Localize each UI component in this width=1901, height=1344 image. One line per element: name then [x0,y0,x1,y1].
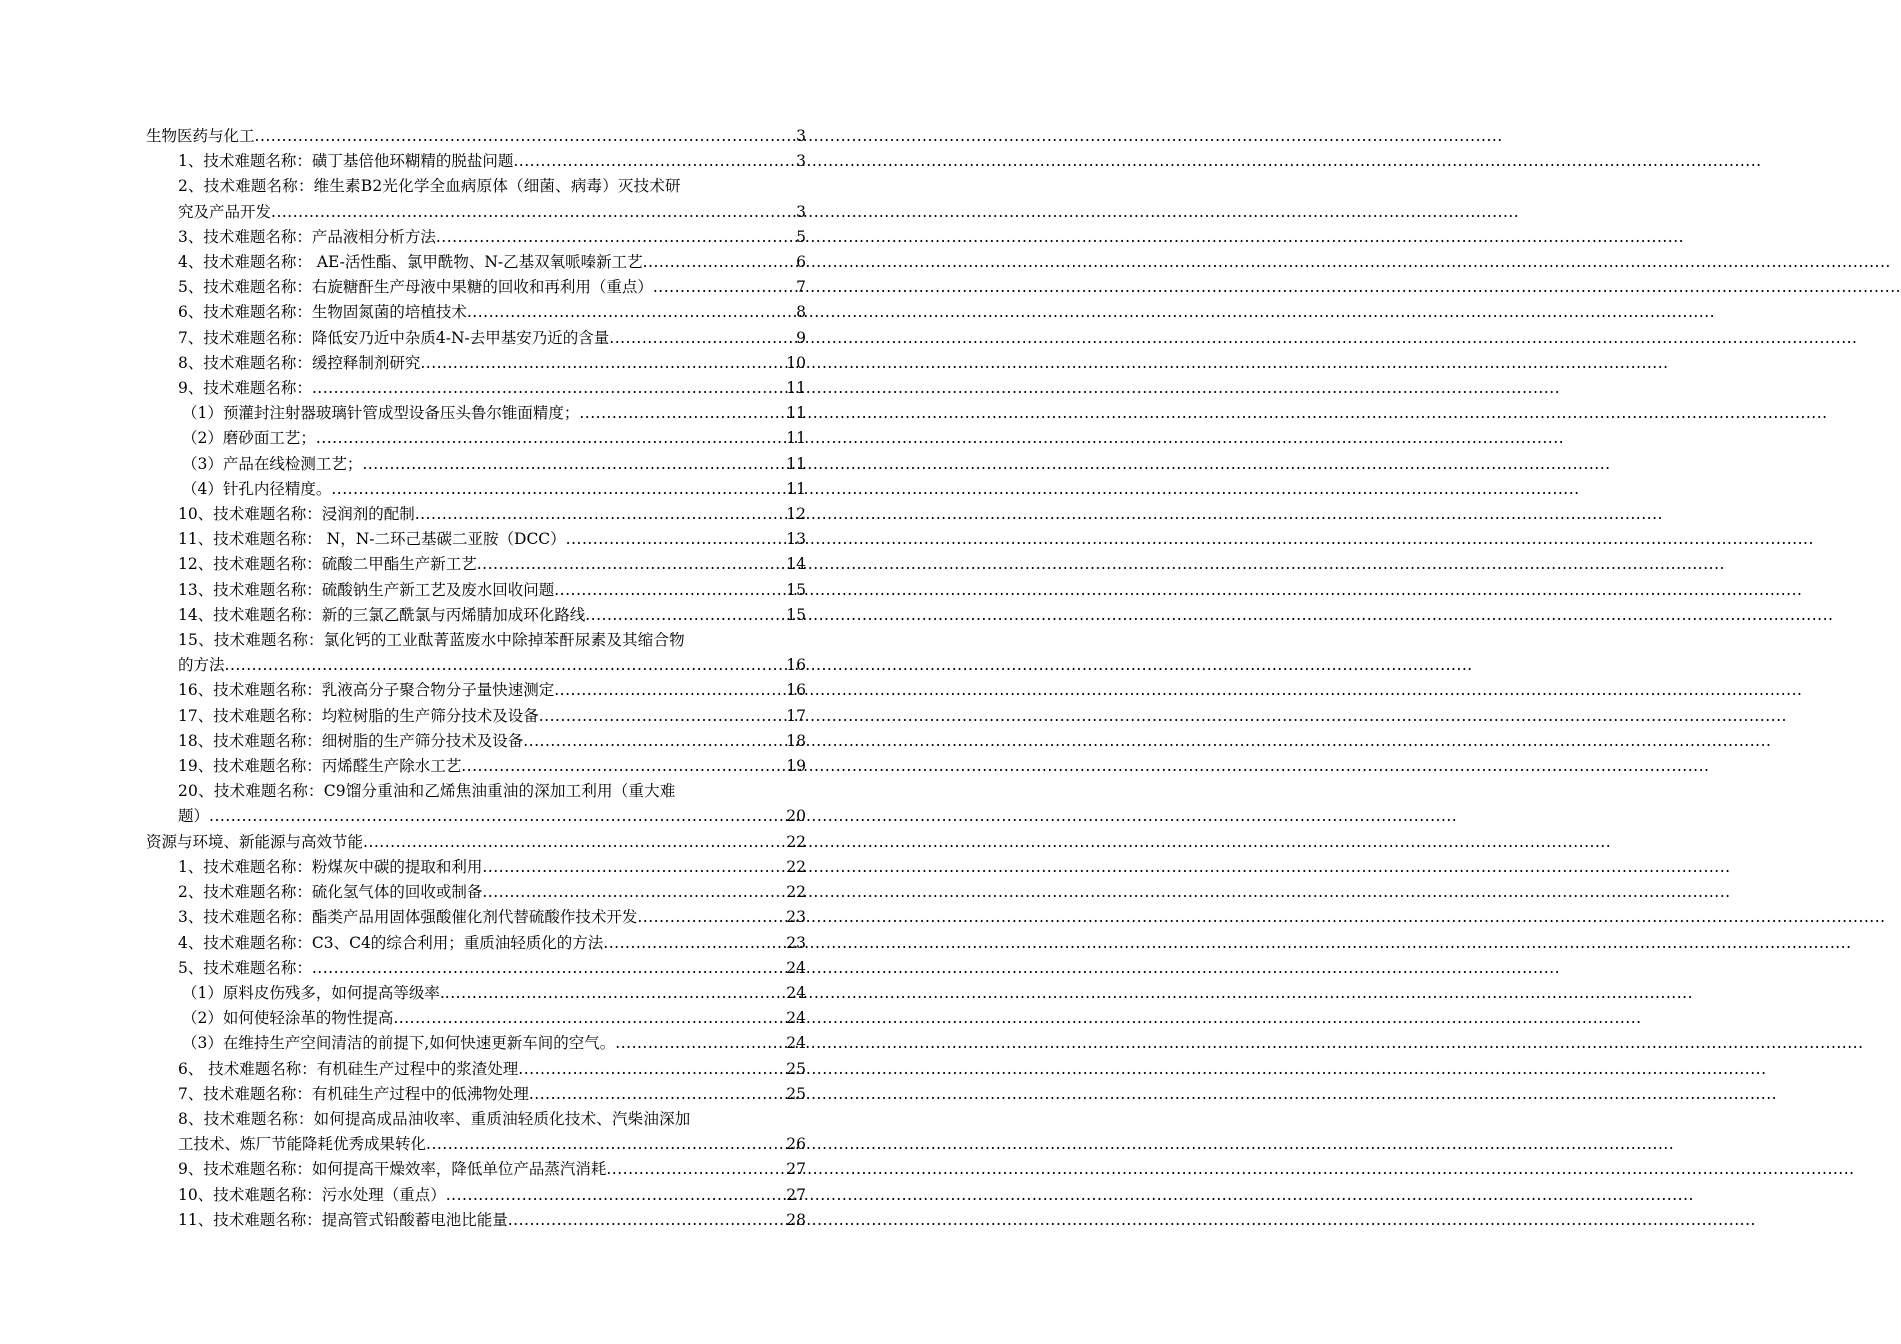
toc-page-number: 24 [786,958,806,977]
toc-line [182,401,806,426]
toc-item[interactable] [178,552,806,577]
toc-line [178,729,806,754]
dot-leader [415,502,786,527]
toc-item-text: 工技术、炼厂节能降耗优秀成果转化 [178,1135,427,1154]
toc-item[interactable] [178,502,806,527]
toc-item[interactable] [178,1057,806,1082]
toc-item-text-line1: 15、技术难题名称：氯化钙的工业酞菁蓝废水中除掉苯酐尿素及其缩合物 [178,631,685,650]
toc-item-text: （3）产品在线检测工艺； [182,454,363,473]
toc-page-number: 10 [786,353,806,372]
dot-leader [467,300,795,325]
toc-page-number: 17 [786,706,806,725]
toc-page-number: 3 [796,152,806,171]
toc-item-text: 1、技术难题名称：粉煤灰中碳的提取和利用 [178,857,483,876]
toc-item[interactable] [178,1157,806,1182]
toc-item[interactable] [178,931,806,956]
dot-leader [637,905,785,930]
dot-leader [271,200,795,225]
toc-page-number: 20 [786,807,806,826]
toc-line [178,804,806,829]
toc-page-number: 24 [786,983,806,1002]
toc-page-number: 19 [786,757,806,776]
toc-page-number: 25 [786,1059,806,1078]
toc-line [178,275,806,300]
toc-item-text: 13、技术难题名称：硫酸钠生产新工艺及废水回收问题 [178,580,555,599]
toc-item-text: 5、技术难题名称：右旋糖酐生产母液中果糖的回收和再利用（重点） [178,278,653,297]
toc-page-number: 25 [786,1084,806,1103]
toc-item-text: 7、技术难题名称：有机硅生产过程中的低沸物处理 [178,1084,529,1103]
toc-item-text: 18、技术难题名称：细树脂的生产筛分技术及设备 [178,731,524,750]
dot-leader [477,552,786,577]
toc-item-text: 3、技术难题名称：产品液相分析方法 [178,227,436,246]
toc-item[interactable] [178,956,806,981]
toc-page-number: 9 [796,328,806,347]
toc-page-number: 28 [786,1210,806,1229]
dot-leader [316,426,785,451]
toc-line [178,1157,806,1182]
toc-line [178,502,806,527]
toc-page-number: 18 [786,731,806,750]
toc-item[interactable] [178,250,806,275]
toc-page-number: 24 [786,1034,806,1053]
dot-leader [539,704,786,729]
toc-item[interactable] [178,1082,806,1107]
toc-line [178,754,806,779]
toc-page-number: 11 [786,479,806,498]
toc-item-text: 9、技术难题名称：如何提高干燥效率，降低单位产品蒸汽消耗 [178,1160,607,1179]
toc-page-number: 5 [796,227,806,246]
toc-subitem[interactable] [182,426,806,451]
toc-item-text: 11、技术难题名称：提高管式铅酸蓄电池比能量 [178,1210,508,1229]
dot-leader [420,351,785,376]
toc-section-heading[interactable] [146,830,806,855]
toc-line [178,552,806,577]
toc-item-text: 16、技术难题名称：乳液高分子聚合物分子量快速测定 [178,681,555,700]
toc-line [178,578,806,603]
toc-page-number: 24 [786,1009,806,1028]
dot-leader [653,275,795,300]
toc-item[interactable] [178,1107,806,1157]
toc-item-text: 究及产品开发 [178,202,272,221]
toc-item-text: 生物医药与化工 [146,127,255,145]
toc-item-text: 9、技术难题名称： [178,379,312,398]
toc-page-number: 15 [786,580,806,599]
toc-line [178,351,806,376]
toc-item[interactable] [178,275,806,300]
toc-item-text: 14、技术难题名称：新的三氯乙酰氯与丙烯腈加成环化路线 [178,605,586,624]
toc-item-text: 10、技术难题名称：浸润剂的配制 [178,505,415,524]
toc-subitem[interactable] [182,1031,806,1056]
toc-item-text-line1: 20、技术难题名称：C9馏分重油和乙烯焦油重油的深加工利用（重大难 [178,782,676,801]
toc-line [178,880,806,905]
toc-item[interactable] [178,628,806,678]
dot-leader [643,250,796,275]
toc-subitem[interactable] [182,452,806,477]
toc-page-number: 16 [786,656,806,675]
toc-item[interactable] [178,855,806,880]
toc-item[interactable] [178,149,806,174]
toc-line [178,1082,806,1107]
toc-item-text: 10、技术难题名称：污水处理（重点） [178,1185,446,1204]
toc-line [178,1183,806,1208]
toc-line [178,1208,806,1233]
toc-item-text: 题） [178,807,210,826]
toc-item-text: 资源与环境、新能源与高效节能 [146,832,364,851]
toc-item-text: 8、技术难题名称：缓控释制剂研究 [178,353,421,372]
toc-item[interactable] [178,754,806,779]
dot-leader [255,124,796,149]
toc-item[interactable] [178,1208,806,1233]
toc-item[interactable] [178,300,806,325]
toc-line [146,124,806,149]
toc-item[interactable] [178,174,806,224]
toc-line [178,956,806,981]
toc-item[interactable] [178,225,806,250]
dot-leader [225,653,786,678]
toc-page-number: 26 [786,1135,806,1154]
toc-item-text: 1、技术难题名称：磺丁基倍他环糊精的脱盐问题 [178,152,514,171]
toc-page-number: 22 [786,883,806,902]
toc-item[interactable] [178,527,806,552]
dot-leader [529,1082,785,1107]
dot-leader [312,956,785,981]
table-of-contents [146,124,806,1233]
toc-item[interactable] [178,351,806,376]
toc-page-number: 11 [786,379,806,398]
toc-page-number: 7 [796,278,806,297]
toc-item-text: （3）在维持生产空间清洁的前提下,如何快速更新车间的空气。 [182,1034,616,1053]
toc-page-number: 22 [786,857,806,876]
toc-line [178,1132,806,1157]
dot-leader [426,1132,785,1157]
toc-item-text: 4、技术难题名称： AE-活性酯、氯甲酰物、N-乙基双氧哌嗪新工艺 [178,253,643,272]
toc-item-text-line1: 2、技术难题名称：维生素B2光化学全血病原体（细菌、病毒）灭技术研 [178,177,681,196]
toc-item-text: （1）原料皮伤残多，如何提高等级率. [182,983,445,1002]
toc-item-text: 5、技术难题名称： [178,958,312,977]
toc-item-text: （2）如何使轻涂革的物性提高 [182,1009,394,1028]
toc-line [182,1006,806,1031]
toc-line [178,653,806,678]
toc-page-number: 23 [786,933,806,952]
toc-item[interactable] [178,1183,806,1208]
toc-item[interactable] [178,326,806,351]
toc-item-text: 7、技术难题名称：降低安乃近中杂质4-N-去甲基安乃近的含量 [178,328,610,347]
toc-page-number: 23 [786,908,806,927]
toc-item-text: （2）磨砂面工艺； [182,429,316,448]
dot-leader [482,855,785,880]
dot-leader [461,754,785,779]
toc-line [178,225,806,250]
toc-line [178,1057,806,1082]
dot-leader [482,880,785,905]
toc-section-heading[interactable] [146,124,806,149]
toc-item-text: 6、 技术难题名称：有机硅生产过程中的浆渣处理 [178,1059,519,1078]
dot-leader [554,678,785,703]
dot-leader [445,981,785,1006]
dot-leader [436,225,795,250]
toc-page-number: 22 [786,832,806,851]
toc-subitem[interactable] [182,981,806,1006]
dot-leader [362,452,785,477]
toc-line [178,200,806,225]
toc-page-number: 14 [786,555,806,574]
toc-line [178,149,806,174]
toc-item-text: 11、技术难题名称： N，N-二环己基碳二亚胺（DCC） [178,530,566,549]
toc-line [178,931,806,956]
dot-leader [603,931,785,956]
dot-leader [209,804,785,829]
toc-item-text-line1: 8、技术难题名称：如何提高成品油收率、重质油轻质化技术、汽柴油深加 [178,1109,691,1128]
toc-item-text: 的方法 [178,656,225,675]
dot-leader [566,527,786,552]
toc-item-text: 6、技术难题名称：生物固氮菌的培植技术 [178,303,467,322]
toc-item[interactable] [178,578,806,603]
toc-line [182,477,806,502]
dot-leader [312,376,785,401]
toc-line [182,981,806,1006]
dot-leader [579,401,785,426]
toc-item-text: 12、技术难题名称：硫酸二甲酯生产新工艺 [178,555,477,574]
toc-page-number: 3 [796,127,806,145]
toc-page-number: 8 [796,303,806,322]
toc-line [182,452,806,477]
toc-page-number: 11 [786,404,806,423]
toc-item[interactable] [178,779,806,829]
dot-leader [508,1208,786,1233]
dot-leader [523,729,785,754]
toc-subitem[interactable] [182,401,806,426]
toc-item[interactable] [178,729,806,754]
toc-page-number: 16 [786,681,806,700]
dot-leader [615,1031,785,1056]
toc-item[interactable] [178,905,806,930]
dot-leader [446,1183,786,1208]
toc-item-text: 19、技术难题名称：丙烯醛生产除水工艺 [178,757,462,776]
toc-page-number: 3 [796,202,806,221]
toc-line [178,250,806,275]
toc-item[interactable] [178,603,806,628]
toc-item-text: 3、技术难题名称：酯类产品用固体强酸催化剂代替硫酸作技术开发 [178,908,638,927]
dot-leader [606,1157,785,1182]
toc-subitem[interactable] [182,1006,806,1031]
toc-page-number: 13 [786,530,806,549]
toc-line [178,376,806,401]
toc-line [182,1031,806,1056]
toc-page-number: 11 [786,429,806,448]
dot-leader [554,578,785,603]
dot-leader [585,603,785,628]
toc-line [146,830,806,855]
toc-line [182,426,806,451]
toc-item[interactable] [178,880,806,905]
toc-page-number: 11 [786,454,806,473]
toc-line [178,855,806,880]
toc-page-number: 27 [786,1185,806,1204]
dot-leader [393,1006,785,1031]
toc-item[interactable] [178,678,806,703]
toc-item-text: （4）针孔内径精度。 [182,479,332,498]
toc-line [178,678,806,703]
dot-leader [363,830,785,855]
toc-page-number: 15 [786,605,806,624]
toc-page-number: 6 [796,253,806,272]
toc-item-text: 4、技术难题名称：C3、C4的综合利用；重质油轻质化的方法 [178,933,604,952]
toc-item[interactable] [178,376,806,401]
toc-line [178,326,806,351]
dot-leader [513,149,795,174]
toc-line [178,527,806,552]
toc-line [178,905,806,930]
toc-subitem[interactable] [182,477,806,502]
toc-line [178,603,806,628]
toc-page-number: 27 [786,1160,806,1179]
toc-item-text: （1）预灌封注射器玻璃针管成型设备压头鲁尔锥面精度； [182,404,580,423]
dot-leader [609,326,795,351]
toc-item-text: 17、技术难题名称：均粒树脂的生产筛分技术及设备 [178,706,539,725]
toc-line [178,300,806,325]
toc-item[interactable] [178,704,806,729]
dot-leader [331,477,785,502]
toc-line [178,704,806,729]
toc-item-text: 2、技术难题名称：硫化氢气体的回收或制备 [178,883,483,902]
dot-leader [518,1057,785,1082]
toc-page-number: 12 [786,505,806,524]
